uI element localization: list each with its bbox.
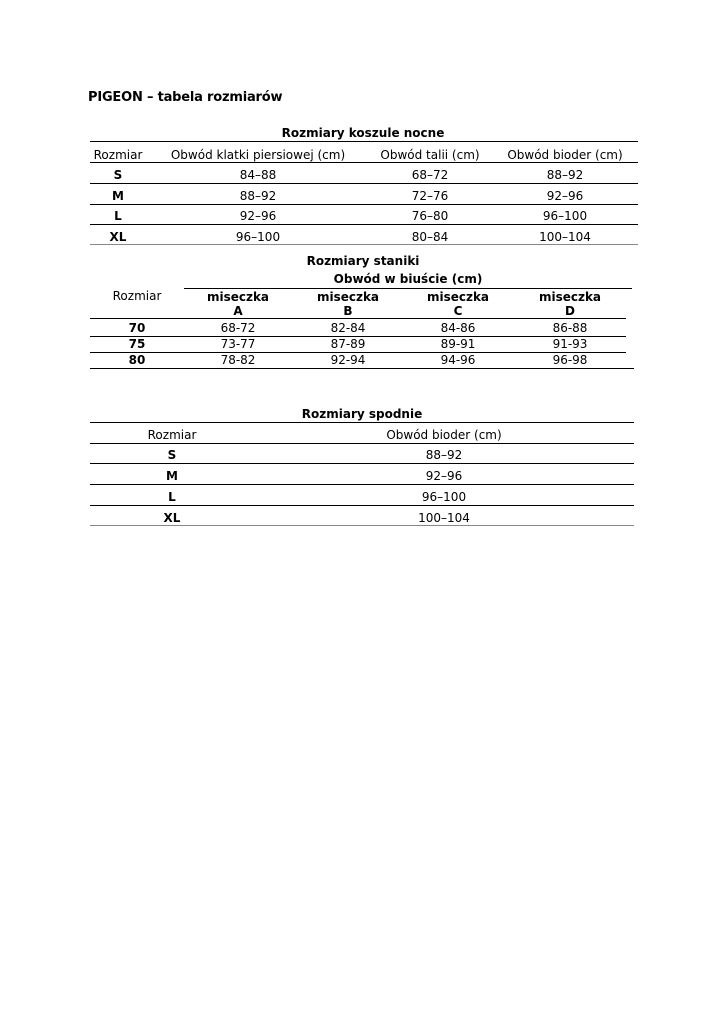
trousers-row-rule <box>90 505 634 506</box>
nightwear-row-chest: 96–100 <box>235 230 281 244</box>
nightwear-header-chest: Obwód klatki piersiowej (cm) <box>170 148 346 162</box>
trousers-row-hips: 88–92 <box>425 448 463 462</box>
bras-group-rule <box>184 288 632 289</box>
bras-cup-header-letter: D <box>565 304 575 318</box>
bras-row-cup-a: 78-82 <box>220 353 256 367</box>
nightwear-row-rule <box>90 183 638 184</box>
bras-row-cup-b: 87-89 <box>330 337 366 351</box>
trousers-bottom-rule <box>90 525 634 526</box>
trousers-row-size: M <box>166 469 178 483</box>
nightwear-header-hips: Obwód bioder (cm) <box>507 148 623 162</box>
nightwear-header-rule <box>90 162 638 163</box>
trousers-header-size: Rozmiar <box>147 428 197 442</box>
bras-row-cup-a: 68-72 <box>220 321 256 335</box>
nightwear-caption: Rozmiary koszule nocne <box>281 126 445 140</box>
bras-cup-header-letter: B <box>343 304 353 318</box>
nightwear-row-hips: 88–92 <box>546 168 584 182</box>
bras-row-cup-b: 92-94 <box>330 353 366 367</box>
bras-cup-header-word: miseczka <box>426 290 490 304</box>
nightwear-row-hips: 100–104 <box>539 230 591 244</box>
trousers-header-rule <box>90 443 634 444</box>
trousers-caption: Rozmiary spodnie <box>301 407 423 421</box>
bras-row-cup-c: 89-91 <box>440 337 476 351</box>
bras-header-rule <box>90 318 626 319</box>
nightwear-row-rule <box>90 204 638 205</box>
nightwear-header-size: Rozmiar <box>93 148 143 162</box>
trousers-row-size: S <box>167 448 177 462</box>
bras-row-cup-c: 84-86 <box>440 321 476 335</box>
nightwear-row-rule <box>90 224 638 225</box>
trousers-row-hips: 96–100 <box>421 490 467 504</box>
bras-bottom-rule <box>90 368 634 369</box>
trousers-row-size: L <box>168 490 176 504</box>
trousers-top-rule <box>90 422 634 423</box>
nightwear-row-size: M <box>112 189 124 203</box>
nightwear-row-chest: 88–92 <box>239 189 277 203</box>
nightwear-row-hips: 92–96 <box>546 189 584 203</box>
bras-caption: Rozmiary staniki <box>306 254 420 268</box>
nightwear-row-size: XL <box>109 230 127 244</box>
nightwear-row-chest: 92–96 <box>239 209 277 223</box>
nightwear-row-size: S <box>113 168 123 182</box>
trousers-row-hips: 92–96 <box>425 469 463 483</box>
nightwear-row-waist: 68–72 <box>411 168 449 182</box>
nightwear-row-hips: 96–100 <box>542 209 588 223</box>
bras-row-cup-b: 82-84 <box>330 321 366 335</box>
bras-cup-header-letter: C <box>453 304 463 318</box>
trousers-row-hips: 100–104 <box>418 511 470 525</box>
bras-row-cup-d: 86-88 <box>552 321 588 335</box>
page-title: PIGEON – tabela rozmiarów <box>88 90 283 105</box>
bras-cup-header-word: miseczka <box>206 290 270 304</box>
nightwear-row-waist: 76–80 <box>411 209 449 223</box>
trousers-header-hips: Obwód bioder (cm) <box>386 428 502 442</box>
trousers-row-rule <box>90 463 634 464</box>
bras-row-cup-d: 91-93 <box>552 337 588 351</box>
nightwear-row-waist: 72–76 <box>411 189 449 203</box>
nightwear-top-rule <box>90 141 638 142</box>
trousers-row-size: XL <box>163 511 181 525</box>
bras-header-size: Rozmiar <box>112 289 162 303</box>
bras-cup-header-letter: A <box>233 304 243 318</box>
bras-row-cup-c: 94-96 <box>440 353 476 367</box>
bras-row-cup-a: 73-77 <box>220 337 256 351</box>
bras-cup-header-word: miseczka <box>316 290 380 304</box>
bras-group-header: Obwód w biuście (cm) <box>333 272 483 286</box>
nightwear-row-waist: 80–84 <box>411 230 449 244</box>
nightwear-bottom-rule <box>90 244 638 245</box>
trousers-row-rule <box>90 484 634 485</box>
nightwear-row-size: L <box>114 209 122 223</box>
bras-cup-header-word: miseczka <box>538 290 602 304</box>
bras-row-band: 70 <box>128 321 146 335</box>
nightwear-header-waist: Obwód talii (cm) <box>380 148 480 162</box>
bras-row-cup-d: 96-98 <box>552 353 588 367</box>
bras-row-band: 75 <box>128 337 146 351</box>
nightwear-row-chest: 84–88 <box>239 168 277 182</box>
bras-row-band: 80 <box>128 353 146 367</box>
